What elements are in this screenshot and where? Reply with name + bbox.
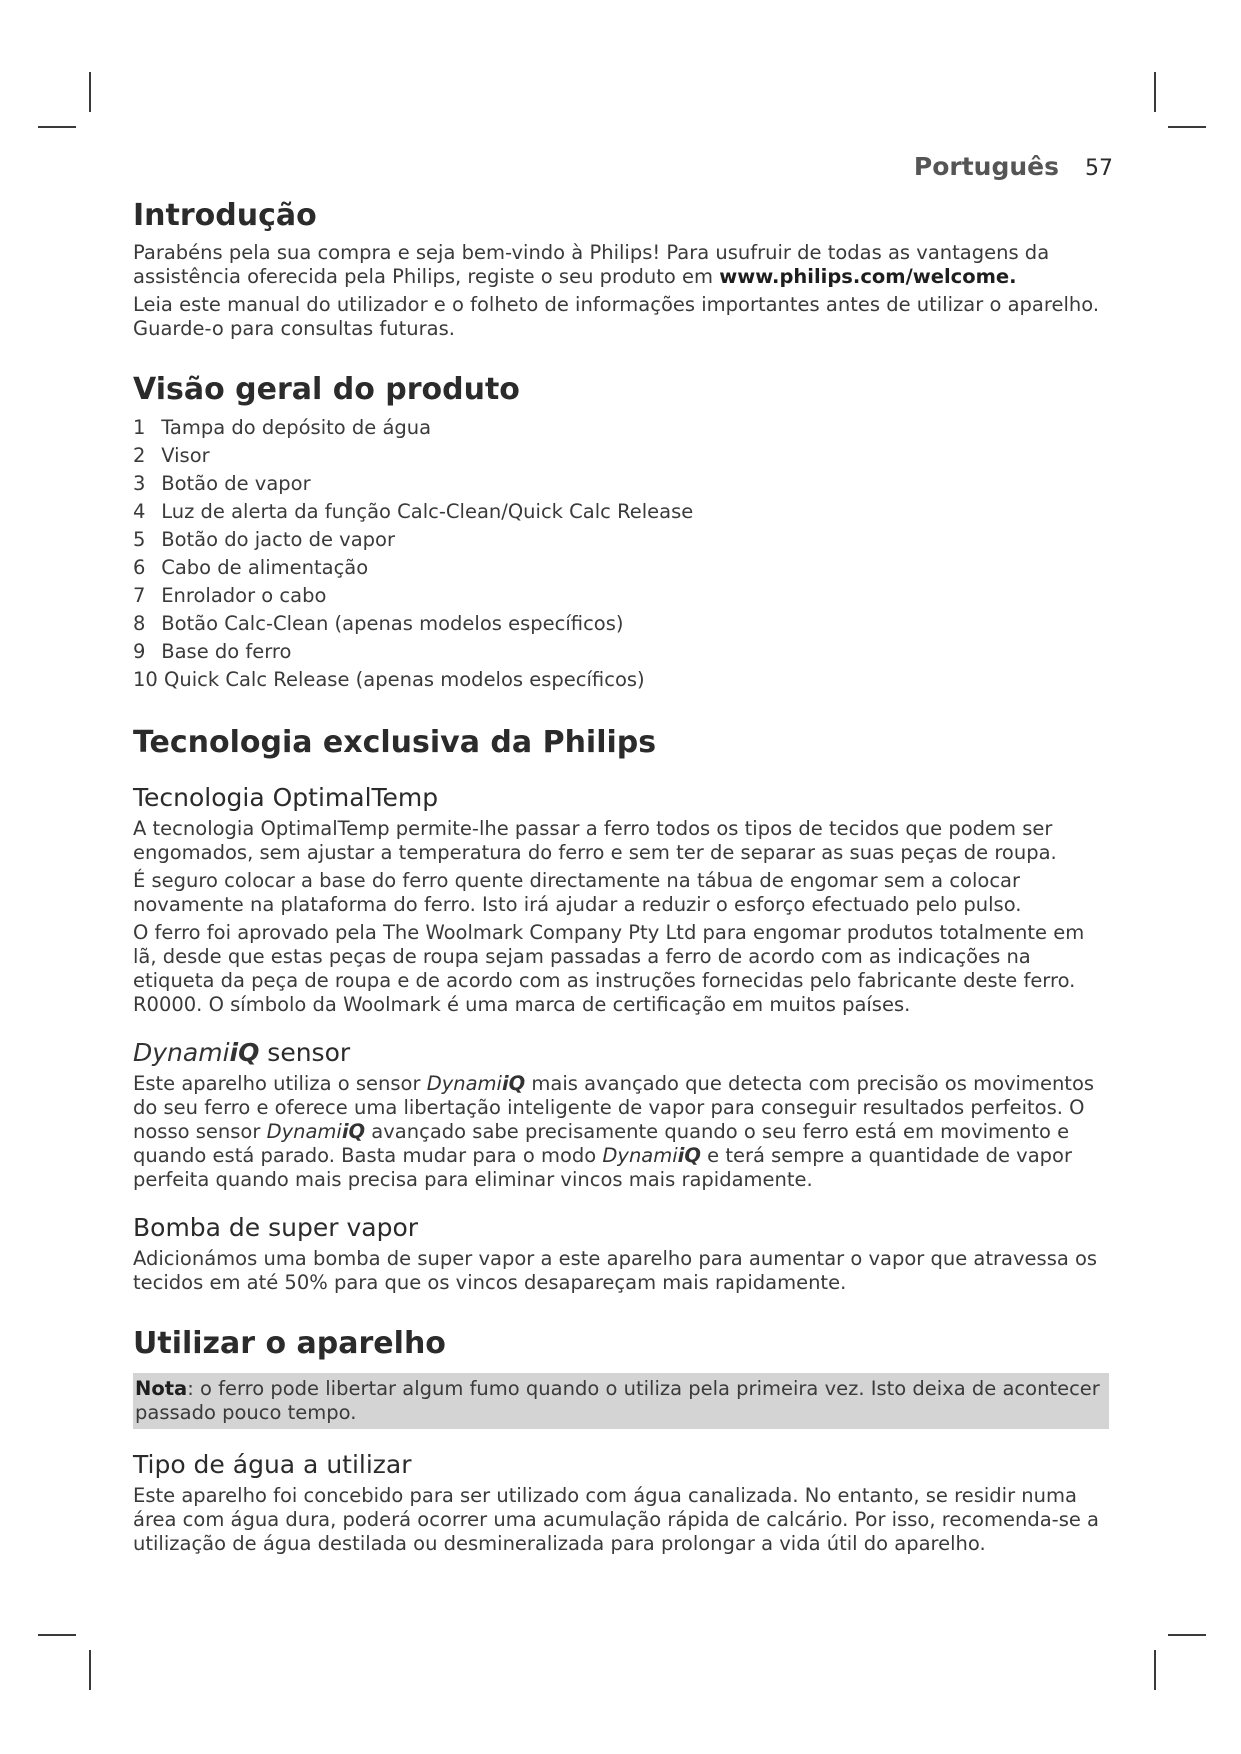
water-subsection [133,1449,1113,1556]
pump-paragraph: Adicionámos uma bomba de super vapor a este aparelho para aumentar o vapor que atravessa os tecidos em até 50% para que os vincos desapareçam mais rapidamente. [133,1247,1098,1295]
using-title: Utilizar o aparelho [133,1326,446,1362]
crop-mark [89,1650,91,1690]
technology-section [133,724,1113,1295]
welcome-link[interactable]: www.philips.com/welcome. [719,264,1017,288]
item-label: Luz de alerta da função Calc-Clean/Quick Calc Release [161,500,694,523]
page-content [133,197,1113,1586]
item-label: Tampa do depósito de água [161,416,432,439]
optimaltemp-subsection [133,782,1113,1017]
note-text: : o ferro pode libertar algum fumo quando o utiliza pela primeira vez. Isto deixa de acontecer passado pouco tempo. [135,1376,1100,1424]
note-label: Nota [135,1376,188,1400]
overview-section [133,371,1113,695]
item-label: Enrolador o cabo [161,584,327,607]
crop-mark [38,1634,76,1636]
using-section [133,1325,1113,1556]
intro-paragraph-2: Leia este manual do utilizador e o folheto de informações importantes antes de utilizar o aparelho. Guarde-o para consultas futuras. [133,292,1100,340]
item-number: 2 [133,444,146,467]
item-label: Visor [161,444,210,467]
optimaltemp-paragraph-1: A tecnologia OptimalTemp permite-lhe passar a ferro todos os tipos de tecidos que podem ser engomados, sem ajustar a temperatura do ferro e sem ter de separar as suas peças de roupa. [133,816,1057,864]
logo-text: Q [238,1037,260,1067]
crop-mark [1154,1650,1156,1690]
item-number: 4 [133,500,146,523]
optimaltemp-title: Tecnologia OptimalTemp [133,782,439,812]
logo-text: Dynami [266,1120,342,1143]
dynamiq-logo [133,1038,259,1067]
dynamiq-text: Este aparelho utiliza o sensor [133,1072,427,1095]
logo-text: Dynami [602,1144,678,1167]
dynamiq-text: mais avançado que detecta com precisão os movimentos do seu ferro e oferece uma libertação inteligente de vapor para conseguir resultados perfeitos. O nosso sensor [133,1072,1095,1143]
list-item [133,610,1113,638]
list-item [133,414,1113,442]
list-item [133,638,1113,666]
list-item [133,470,1113,498]
dynamiq-title-text: sensor [259,1037,351,1067]
dynamiq-text: avançado sabe precisamente quando o seu ferro está em movimento e quando está parado. Basta mudar para o modo [133,1120,1070,1167]
list-item [133,526,1113,554]
logo-text: Dynami [133,1037,230,1067]
crop-mark [1154,72,1156,112]
overview-title: Visão geral do produto [133,371,520,407]
dynamiq-logo [602,1144,701,1167]
item-number: 6 [133,556,146,579]
technology-title: Tecnologia exclusiva da Philips [133,725,657,760]
item-label: Base do ferro [161,640,292,663]
item-number: 10 [133,668,158,691]
item-label: Botão Calc-Clean (apenas modelos específicos) [161,612,624,635]
logo-text: i [341,1120,349,1143]
item-number: 3 [133,472,146,495]
item-label: Botão do jacto de vapor [161,528,395,551]
item-number: 9 [133,640,146,663]
logo-text: Q [508,1072,526,1095]
water-paragraph: Este aparelho foi concebido para ser utilizado com água canalizada. No entanto, se residir numa área com água dura, poderá ocorrer uma acumulação rápida de calcário. Por isso, recomenda-se a utilização de água destilada ou desmineralizada para prolongar a vida útil do aparelho. [133,1484,1099,1555]
dynamiq-logo [267,1120,366,1143]
item-number: 1 [133,416,146,439]
list-item [133,666,1113,694]
dynamiq-title [133,1037,1113,1068]
list-item [133,554,1113,582]
water-title: Tipo de água a utilizar [133,1449,412,1479]
logo-text: i [677,1144,685,1167]
pump-subsection [133,1212,1113,1295]
intro-section [133,197,1113,341]
item-number: 5 [133,528,146,551]
item-label: Cabo de alimentação [161,556,369,579]
language-label: Português [913,152,1059,181]
list-item [133,582,1113,610]
intro-title: Introdução [133,198,317,233]
page-number: 57 [1085,156,1113,181]
item-label: Botão de vapor [161,472,311,495]
dynamiq-subsection [133,1037,1113,1192]
crop-mark [1168,126,1206,128]
page-header [914,152,1113,181]
crop-mark [1168,1634,1206,1636]
logo-text: Dynami [426,1072,502,1095]
logo-text: i [501,1072,509,1095]
logo-text: i [229,1037,239,1067]
dynamiq-paragraph [133,1072,1113,1192]
note-paragraph [135,1377,1103,1425]
intro-text: Parabéns pela sua compra e seja bem-vindo à Philips! Para usufruir de todas as vantagens da assistência oferecida pela Philips, registe o seu produto em [133,240,1050,288]
intro-paragraph [133,241,1113,289]
optimaltemp-paragraph-2: É seguro colocar a base do ferro quente directamente na tábua de engomar sem a colocar novamente na plataforma do ferro. Isto irá ajudar a reduzir o esforço efectuado pelo pulso. [133,868,1022,916]
note-box [133,1373,1109,1429]
crop-mark [38,126,76,128]
logo-text: Q [684,1144,701,1167]
item-number: 8 [133,612,146,635]
list-item [133,442,1113,470]
item-number: 7 [133,584,146,607]
pump-title: Bomba de super vapor [133,1213,419,1242]
dynamiq-text: e terá sempre a quantidade de vapor perfeita quando mais precisa para eliminar vincos mais rapidamente. [133,1144,1072,1191]
logo-text: Q [348,1120,366,1143]
parts-list [133,414,1113,694]
item-label: Quick Calc Release (apenas modelos específicos) [164,668,645,691]
dynamiq-logo [427,1072,526,1095]
crop-mark [89,72,91,112]
optimaltemp-paragraph-3: O ferro foi aprovado pela The Woolmark Company Pty Ltd para engomar produtos totalmente em lã, desde que estas peças de roupa sejam passadas a ferro de acordo com as indicações na etiqueta da peça de roupa e de acordo com as instruções fornecidas pelo fabricante deste ferro. R0000. O símbolo da Woolmark é uma marca de certificação em muitos países. [133,920,1085,1016]
list-item [133,498,1113,526]
